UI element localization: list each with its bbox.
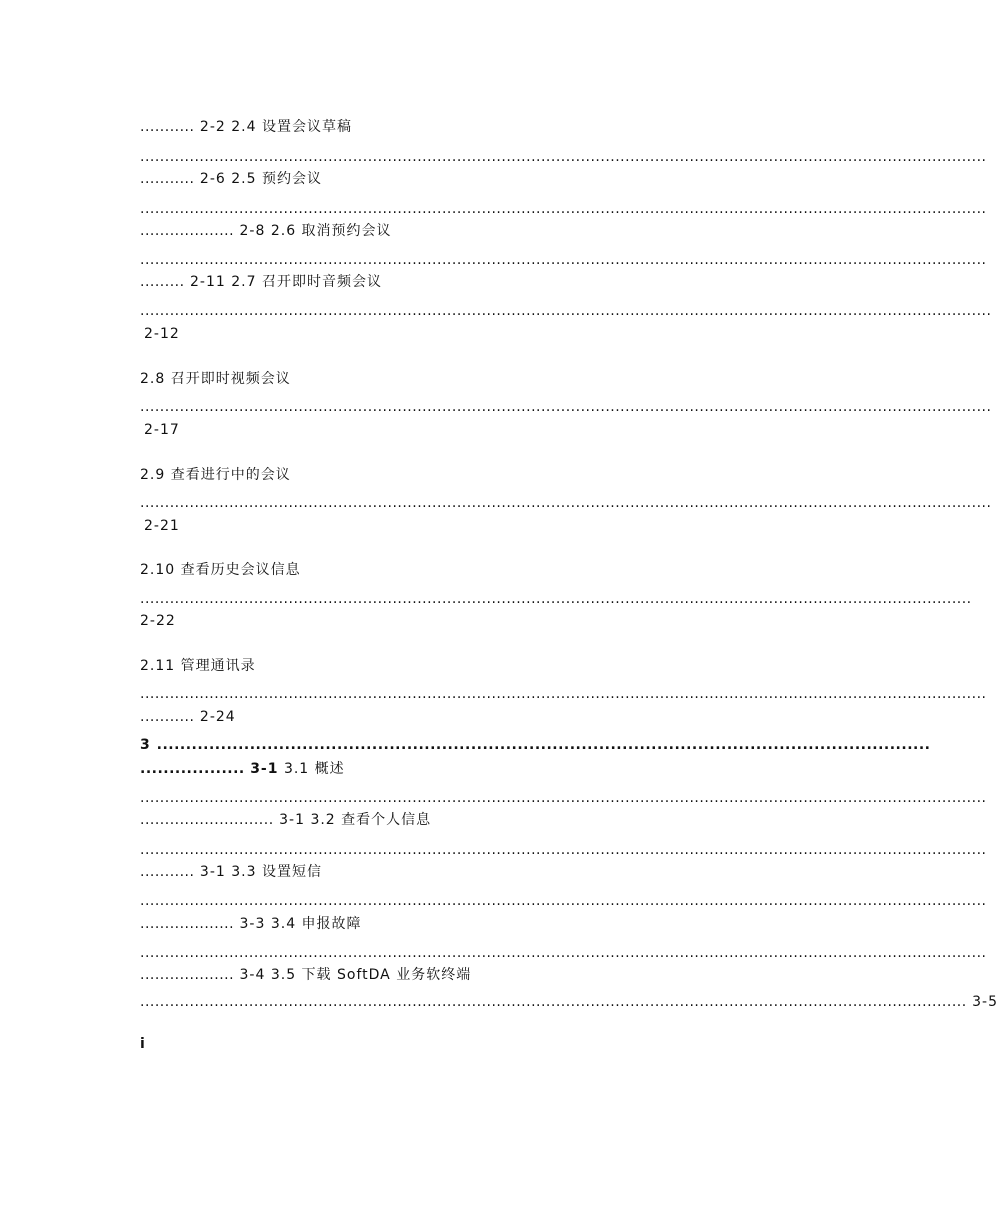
toc-line: ................... 3-3 3.4 申报故障	[140, 916, 362, 932]
toc-entry-2-4[interactable]: 2.4 设置会议草稿	[231, 119, 352, 135]
toc-entry-2-10[interactable]: 2.10 查看历史会议信息	[140, 562, 301, 578]
toc-line: ................... 2-8 2.6 取消预约会议	[140, 223, 392, 239]
toc-line: ....................................................................................................................................................................... 3-5	[140, 994, 998, 1010]
toc-entry-3-5[interactable]: 3.5 下载 SoftDA 业务软终端	[270, 967, 472, 983]
toc-leader: ...........................................................................................................................................................................	[140, 893, 987, 909]
toc-page-number: 2-12	[144, 326, 180, 342]
toc-line: ........... 2-2 2.4 设置会议草稿	[140, 119, 352, 135]
toc-line: ................... 3-4 3.5 下载 SoftDA 业务软终端	[140, 967, 472, 983]
toc-line: ........... 3-1 3.3 设置短信	[140, 864, 322, 880]
toc-entry-2-8[interactable]: 2.8 召开即时视频会议	[140, 371, 291, 387]
toc-line: .................. 3-1 3.1 概述	[140, 761, 345, 777]
toc-page-number: 2-21	[144, 518, 180, 534]
toc-line: ........... 2-6 2.5 预约会议	[140, 171, 322, 187]
footer-page-label: i	[140, 1036, 146, 1052]
toc-entry-3-4[interactable]: 3.4 申报故障	[270, 916, 362, 932]
toc-entry-2-5[interactable]: 2.5 预约会议	[231, 171, 322, 187]
toc-leader: ...........................................................................................................................................................................	[140, 201, 987, 217]
toc-leader: ............................................................................................................................................................................	[140, 303, 992, 319]
toc-leader: ............................................................................................................................................................................	[140, 495, 992, 511]
toc-leader: ........................................................................................................................................................................	[140, 591, 972, 607]
toc-leader: ...........................................................................................................................................................................	[140, 252, 987, 268]
toc-chapter-3[interactable]: 3 .....................................................................................................................................	[140, 737, 931, 753]
toc-leader: ...........................................................................................................................................................................	[140, 945, 987, 961]
toc-leader: ...........................................................................................................................................................................	[140, 790, 987, 806]
toc-leader: ...........................................................................................................................................................................	[140, 842, 987, 858]
toc-entry-3-3[interactable]: 3.3 设置短信	[231, 864, 322, 880]
toc-page-number: 2-17	[144, 422, 180, 438]
toc-entry-2-6[interactable]: 2.6 取消预约会议	[270, 223, 392, 239]
toc-line: ......... 2-11 2.7 召开即时音频会议	[140, 274, 382, 290]
toc-leader: ...........................................................................................................................................................................	[140, 149, 987, 165]
toc-line: ........................... 3-1 3.2 查看个人信息	[140, 812, 432, 828]
toc-leader: ...........................................................................................................................................................................	[140, 686, 987, 702]
toc-entry-2-7[interactable]: 2.7 召开即时音频会议	[231, 274, 382, 290]
toc-entry-3-1[interactable]: 3.1 概述	[283, 761, 345, 777]
toc-page-number: 2-22	[140, 613, 176, 629]
toc-entry-2-9[interactable]: 2.9 查看进行中的会议	[140, 467, 291, 483]
toc-leader: ............................................................................................................................................................................	[140, 399, 992, 415]
toc-entry-3-2[interactable]: 3.2 查看个人信息	[310, 812, 432, 828]
toc-entry-2-11[interactable]: 2.11 管理通讯录	[140, 658, 256, 674]
toc-line: ........... 2-24	[140, 709, 236, 725]
